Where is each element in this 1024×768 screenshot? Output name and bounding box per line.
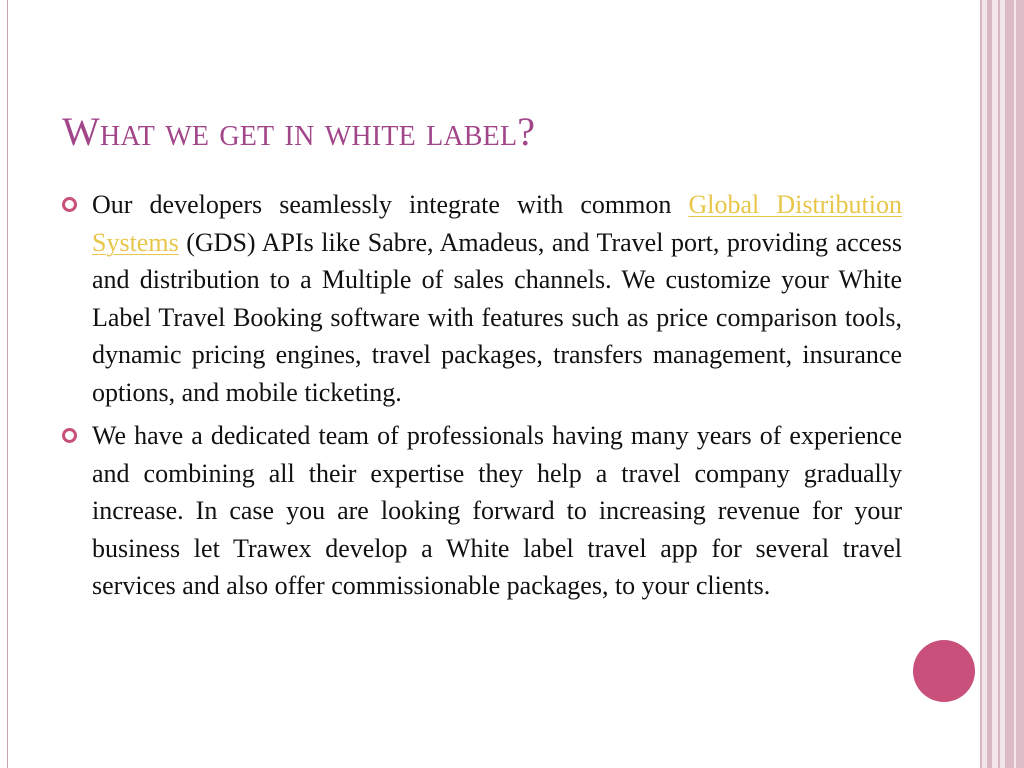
bullet-text: Our developers seamlessly integrate with common [92,190,689,219]
right-frame-stripe [987,0,992,768]
right-frame-stripe [998,0,1000,768]
gds-link[interactable]: Global Distribution Systems [92,190,902,257]
left-frame-line [7,0,8,768]
bullet-item [62,186,902,411]
bullet-text: We have a dedicated team of professionals having many years of experience and combining all their expertise they help a travel company gradually increase. In case you are looking forward to increasing revenue for your business let Trawex develop a White label travel app for several travel services and also offer commissionable packages, to your clients. [92,421,902,600]
bullet-text: (GDS) APIs like Sabre, Amadeus, and Travel port, providing access and distribution to a Multiple of sales channels. We customize your White Label Travel Booking software with features such as price comparison tools, dynamic pricing engines, travel packages, transfers management, insurance options, and mobile ticketing. [92,227,902,407]
right-frame-stripe [980,0,982,768]
bullet-ring-icon [62,197,77,212]
bullet-item [62,417,902,605]
right-frame-stripe [1014,0,1016,768]
decorative-circle [913,640,975,702]
bullet-list [62,186,902,611]
slide-title: What we get in white label? [62,109,536,154]
bullet-ring-icon [62,428,77,443]
